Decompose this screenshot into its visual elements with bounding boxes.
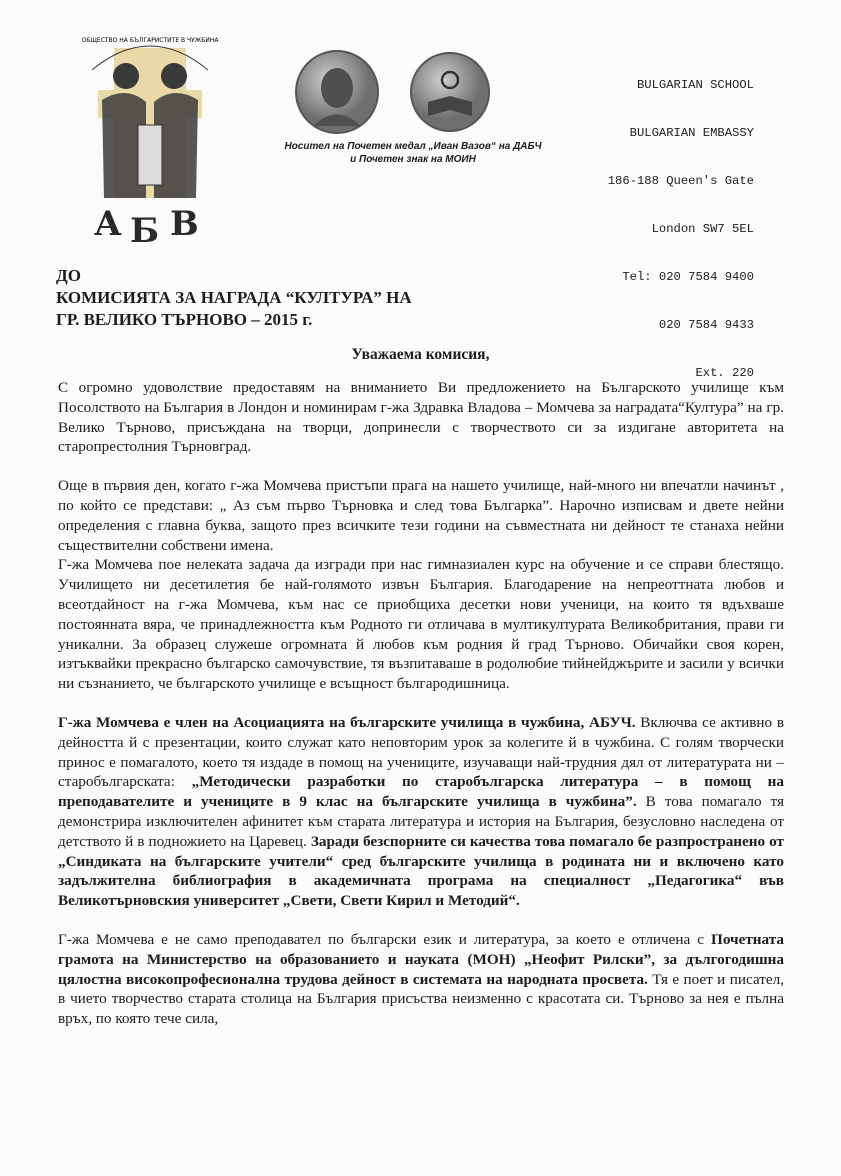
address-phone: 020 7584 9433 xyxy=(658,318,754,332)
medals xyxy=(295,48,495,138)
address-ext: Ext. 220 xyxy=(695,366,754,380)
school-address xyxy=(588,45,754,397)
recipient-block xyxy=(56,265,412,331)
address-line: BULGARIAN EMBASSY xyxy=(629,126,754,140)
manual-distribution: Заради безспорните си качества това помагало бе разпространено от „Синдиката на българските учители“ сред българските училища в родината ни и включено като задължителна библиография в академичната програма на специалност „Педагогика“ във Великотърновския университет „Свети, Свети Кирил и Методий“. xyxy=(58,832,784,910)
paragraph-teacher xyxy=(58,930,784,1029)
school-logo xyxy=(80,30,220,245)
address-line: BULGARIAN SCHOOL xyxy=(636,78,754,92)
medal-caption-line1: Носител на Почетен медал „Иван Вазов“ на ДАБЧ xyxy=(284,141,542,152)
letter-body xyxy=(58,378,784,1048)
svg-text:А: А xyxy=(94,204,122,244)
paragraph-abuch xyxy=(58,713,784,911)
paragraph-first-day: Още в първия ден, когато г-жа Момчева пристъпи прага на нашето училище, най-много ни впечатли начинът , по който се представи: „ Аз съм първо Търновка и след това Българка”. Нарочно изписвам и двете нейни определения с главна буква, защото през всичките тези години на съвместната ни дейност те станаха нейни съществителни собствени имена. xyxy=(58,477,784,554)
logo-text: ОБЩЕСТВО НА БЪЛГАРИСТИТЕ В ЧУЖБИНА xyxy=(81,37,219,44)
vazov-medal-icon xyxy=(296,51,378,133)
teacher-text2: Тя е поет и писател, в чието творчество старата столица на България присъства неизменно с красотата си. Търново за нея е пълна връх, по която тече сила, xyxy=(58,970,784,1028)
recipient-line: ГР. ВЕЛИКО ТЪРНОВО – 2015 г. xyxy=(56,310,313,329)
paragraph-gymnasium: Г-жа Момчева пое нелеката задача да изгради при нас гимназиален курс на обучение и се справи блестящо. Училището ни десетилетия бе най-голямото извън България. Благодарение на непреоттната любов и всеотдайност на г-жа Момчева, към нас се приобщиха десетки нови ученици, на които тя вдъхваше постоянната вяра, че принадлежността към Родното ги отличава в мултикултурата Великобритания, прави ги уникални. За образец служеше огромната й любов към родния й град Търново. Обичайки своя корен, изтъквайки прекрасно българско самочувствие, тя възпитаваше в родолюбие тийнейджърите и засили у всички ни съзнанието, че българското училище е всъщност българодишница. xyxy=(58,556,784,693)
recipient-line: КОМИСИЯТА ЗА НАГРАДА “КУЛТУРА” НА xyxy=(56,288,412,307)
svg-text:В: В xyxy=(170,204,199,244)
moin-badge-icon xyxy=(411,53,489,131)
salutation: Уважаема комисия, xyxy=(351,346,490,363)
teacher-text: Г-жа Момчева е не само преподавател по български език и литература, за което е отличена с xyxy=(58,930,712,948)
abuch-bold: Г-жа Момчева е член на Асоциацията на българските училища в чужбина, АБУЧ. xyxy=(58,713,636,731)
paragraph-nomination: С огромно удоволствие предоставям на вниманието Ви предложението на Българското училище към Посолството на България в Лондон и номинирам г-жа Здравка Владова – Момчева за наградата“Култура” на гр. Велико Търново, присъждана на творци, допринесли с творчеството си за издигане авторитета на старопрестолния Търновград. xyxy=(58,379,784,456)
manual-title: „Методически разработки по старобългарска литература – в помощ на преподавателите и учениците в 9 клас на българските училища в чужбина”. xyxy=(58,773,784,811)
abuch-text2: В това помагало тя демонстрира изключителен афинитет към старата литература и история на България, безусловно наследена от детството й в подножието на Царевец. xyxy=(58,793,784,850)
recipient-line: ДО xyxy=(56,266,81,285)
address-line: London SW7 5EL xyxy=(651,222,754,236)
address-phone: Tel: 020 7584 9400 xyxy=(622,270,754,284)
medal-caption-line2: и Почетен знак на МОИН xyxy=(350,154,476,165)
abuch-text: Включва се активно в дейността й с презентации, които служат като неповторим урок за колегите й в чужбина. С голям творчески принос е помагалото, което тя издаде в помощ на учениците, изучаващи най-трудния дял от литературата ни – старобългарската: xyxy=(58,713,784,791)
medal-caption xyxy=(248,140,578,166)
address-line: 186-188 Queen's Gate xyxy=(607,174,754,188)
award-bold: Почетната грамота на Министерство на образованието и науката (МОН) „Неофит Рилски”, за дългогодишна цялостна високопрофесионална трудова дейност в системата на народната просвета. xyxy=(58,930,784,988)
svg-text:Б: Б xyxy=(130,211,160,245)
